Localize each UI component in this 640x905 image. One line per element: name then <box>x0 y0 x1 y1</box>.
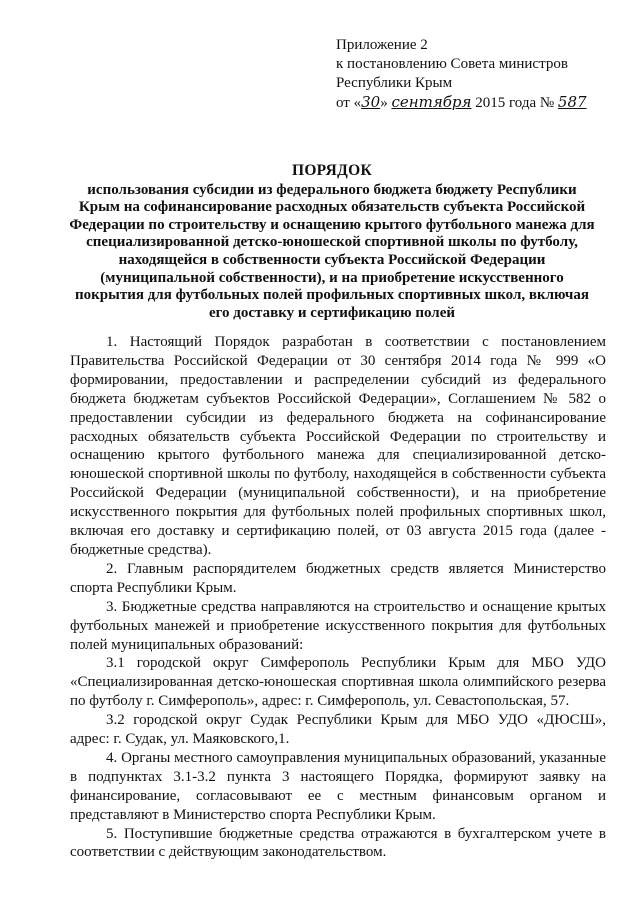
title-line: его доставку и сертификацию полей <box>208 304 456 321</box>
title-line: специализированной детско-юношеской спортивной школы по футболу, <box>86 234 578 251</box>
annex-header <box>336 36 626 113</box>
document-title <box>62 162 602 322</box>
date-prefix: от « <box>336 95 362 111</box>
title-line: (муниципальной собственности), и на приобретение искусственного <box>100 269 564 286</box>
document-number: 587 <box>557 93 587 111</box>
annex-republic: Республики Крым <box>336 75 453 91</box>
paragraph-1: 1. Настоящий Порядок разработан в соответствии с постановлением Правительства Российской Федерации от 30 сентября 2014 года № 999 «О формировании, предоставлении и распределении субсидий из федерального бюджета бюджетам субъектов Российской Федерации», Соглашением № 582 о предоставлении субсидии из федерального бюджета на софинансирование расходных обязательств субъекта Российской Федерации по строительству и оснащению крытого футбольного манежа для специализированной детско-юношеской спортивной школы по футболу, находящейся в собственности субъекта Российской Федерации (муниципальной собственности), и на приобретение искусственного покрытия для футбольных полей профильных спортивных школ, включая его доставку и сертификацию полей, от 03 августа 2015 года (далее - бюджетные средства). <box>70 334 606 558</box>
title-line: Крым на софинансирование расходных обязательств субъекта Российской <box>78 199 586 216</box>
title-line: покрытия для футбольных полей профильных спортивных школ, включая <box>75 287 589 304</box>
paragraph-3: 3. Бюджетные средства направляются на строительство и оснащение крытых футбольных манежей и приобретение искусственного покрытия для футбольных полей муниципальных образований: <box>70 598 606 653</box>
date-year: 2015 года № <box>475 95 555 111</box>
date-day: 30 <box>361 93 381 111</box>
paragraph-2: 2. Главным распорядителем бюджетных средств является Министерство спорта Республики Крым. <box>70 560 606 596</box>
annex-date-line <box>336 93 626 113</box>
paragraph-4: 4. Органы местного самоуправления муниципальных образований, указанные в подпунктах 3.1-3.2 пункта 3 настоящего Порядка, формируют заявку на финансирование, согласовывают ее с местным финансовым органом и представляют в Министерство спорта Республики Крым. <box>70 749 606 823</box>
paragraph-5: 5. Поступившие бюджетные средства отражаются в бухгалтерском учете в соответствии с действующим законодательством. <box>70 825 606 861</box>
date-mid: » <box>380 95 388 111</box>
date-month: сентября <box>391 93 472 111</box>
title-line: использования субсидии из федерального бюджета бюджету Республики <box>87 181 577 198</box>
paragraph-3-1: 3.1 городской округ Симферополь Республики Крым для МБО УДО «Специализированная детско-юношеская спортивная школа олимпийского резерва по футболу г. Симферополь», адрес: г. Симферополь, ул. Севастопольская, 57. <box>70 655 606 710</box>
paragraph-3-2: 3.2 городской округ Судак Республики Крым для МБО УДО «ДЮСШ», адрес: г. Судак, ул. Маяковского,1. <box>70 712 606 748</box>
annex-reference: к постановлению Совета министров <box>336 56 568 72</box>
title-line: Федерации по строительству и оснащению крытого футбольного манежа для <box>69 216 595 233</box>
title-line: находящейся в собственности субъекта Российской Федерации <box>118 251 546 268</box>
document-body <box>70 333 606 862</box>
annex-title: Приложение 2 <box>336 37 428 53</box>
title-heading: ПОРЯДОК <box>291 162 373 179</box>
